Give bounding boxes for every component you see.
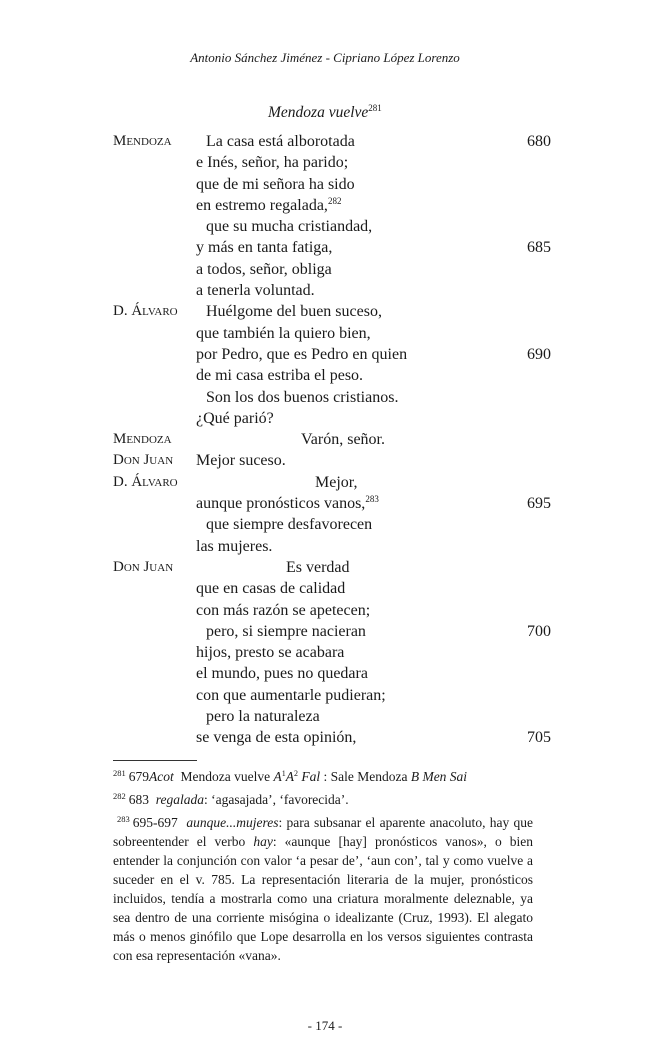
footnote-text: : para subsanar el aparente anacoluto, hay que sobreentender el verbo [113,815,534,849]
footnote-mark: 283 [117,814,130,824]
verse-row [0,365,650,386]
verse-line [286,557,350,578]
verse-row [0,685,650,706]
verse-block [0,131,650,749]
verse-text: e Inés, señor, ha parido; [196,154,349,172]
speaker-name: D. Álvaro [113,303,178,320]
verse-number: 680 [527,133,551,150]
verse-line [196,663,368,684]
verse-number: 705 [527,729,551,747]
verse-text: las mujeres. [196,537,273,555]
verse-row [0,472,650,493]
footnote-variant: : Sale Mendoza [320,769,411,784]
footnote-283 [113,813,533,965]
footnote-acot: Acot [149,769,174,784]
verse-text: por Pedro, que es Pedro en quien [196,345,408,363]
footnote-text: : ‘agasajada’, ‘favorecida’. [204,792,349,807]
verse-text: que también la quiero bien, [196,324,371,342]
footnote-mark: 282 [113,791,126,801]
verse-number: 690 [527,345,551,363]
speaker-name: Don Juan [113,452,174,469]
footnote-ref-verse: 695-697 [132,815,178,830]
verse-number: 695 [527,495,551,513]
verse-line [206,301,382,322]
footnote-lemma: Mendoza vuelve [180,769,271,784]
verse-line [196,174,355,195]
verse-row [0,131,650,152]
verse-text: con más razón se apetecen; [196,601,371,619]
footnote-hay: hay [253,834,273,849]
footnote-ref-verse: 679 [128,769,149,784]
verse-line [206,621,366,642]
verse-text: en estremo regalada, [196,196,328,214]
verse-line [196,685,386,706]
verse-row [0,493,650,514]
verse-text: de mi casa estriba el peso. [196,367,364,385]
verse-line [196,323,371,344]
footnote-mark: 281 [113,768,126,778]
witness-fal: Fal [301,769,321,784]
verse-line [196,578,345,599]
speaker-name: Mendoza [113,431,172,448]
verse-line [196,450,286,471]
verse-line [206,216,372,237]
verse-text: Es verdad [286,558,350,576]
footnote-ref-verse: 683 [128,792,149,807]
verse-line [196,727,356,748]
verse-number: 700 [527,622,551,640]
verse-line [196,280,315,301]
verse-text: Huélgome del buen suceso, [206,303,382,321]
verse-line [196,408,274,429]
footnote-ref: 281 [368,103,382,113]
verse-text: y más en tanta fatiga, [196,239,333,257]
verse-row [0,344,650,365]
verse-row [0,237,650,258]
verse-text: pero la naturaleza [206,708,320,726]
verse-line [301,429,385,450]
stage-direction [268,104,382,122]
verse-number: 685 [527,239,551,257]
verse-line [196,536,272,557]
verse-text: a todos, señor, obliga [196,260,332,278]
footnote-ref: 282 [327,195,342,206]
verse-text: se venga de esta opinión, [196,729,357,747]
verse-row [0,621,650,642]
verse-line [196,600,370,621]
verse-text: pero, si siempre nacieran [206,622,366,640]
verse-text: hijos, presto se acabara [196,644,345,662]
verse-text: Varón, señor. [301,431,385,449]
verse-text: con que aumentarle pudieran; [196,686,386,704]
footnote-lemma: regalada [155,792,204,807]
footnote-281 [113,767,533,786]
verse-text: Son los dos buenos cristianos. [206,388,399,406]
verse-text: La casa está alborotada [206,133,355,150]
verse-row [0,642,650,663]
verse-text: ¿Qué parió? [196,409,274,427]
verse-line [196,259,332,280]
footnote-text-cont: : «aunque [hay] pronósticos vanos», o bien entender la conjunción con valor ‘a pesar de’, ‘aun con’, tal y como vuelve a suceder en el v. 785. La representación literaria de la mujer, pronósticos incluidos, tendía a mostrarla como una criatura moralmente deleznable, ya sea dentro de una corriente misógina o idealizante (Cruz, 1993). El alegato más o menos ginófilo que Lope desarrolla en los versos siguientes contrasta con esa representación «vana». [113,834,533,963]
verse-line [315,472,357,493]
verse-row [0,663,650,684]
stage-direction-text: Mendoza vuelve [268,104,369,121]
verse-row [0,578,650,599]
verse-line [196,237,332,258]
verse-line [196,642,344,663]
verse-row [0,323,650,344]
verse-row [0,387,650,408]
verse-row [0,280,650,301]
speaker-name: Don Juan [113,558,174,575]
footnotes [113,767,533,969]
witness-a2: A [285,769,294,784]
verse-text: Mejor suceso. [196,452,286,470]
footnote-lemma: aunque...mujeres [186,815,279,830]
running-head: Antonio Sánchez Jiménez - Cipriano López Lorenzo [190,50,460,65]
speaker-name: D. Álvaro [113,473,178,490]
verse-line [196,344,407,365]
verse-line [206,514,372,535]
verse-text: que siempre desfavorecen [206,516,373,534]
verse-text: que de mi señora ha sido [196,175,355,193]
verse-row [0,301,650,322]
verse-line [206,387,398,408]
verse-text: el mundo, pues no quedara [196,665,368,683]
witness-a1-sup: 1 [281,769,286,778]
verse-row [0,514,650,535]
speaker-name: Mendoza [113,133,172,149]
verse-text: aunque pronósticos vanos, [196,495,366,513]
verse-row [0,408,650,429]
verse-text: Mejor, [315,473,358,491]
verse-row [0,727,650,748]
verse-row [0,706,650,727]
witness-sigla: B Men Sai [410,769,468,784]
verse-row [0,259,650,280]
verse-line [196,493,379,514]
verse-row [0,557,650,578]
verse-row [0,600,650,621]
verse-row [0,152,650,173]
verse-line [196,365,363,386]
footnote-282 [113,790,533,809]
verse-text: a tenerla voluntad. [196,282,315,300]
verse-row [0,195,650,216]
verse-line [206,706,320,727]
verse-row [0,216,650,237]
footnote-rule [113,760,197,761]
verse-row [0,450,650,471]
verse-row [0,429,650,450]
verse-text: que en casas de calidad [196,580,346,598]
verse-row [0,536,650,557]
page-number: - 174 - [307,1018,343,1033]
verse-line [206,131,355,152]
verse-text: que su mucha cristiandad, [206,218,373,236]
verse-row [0,174,650,195]
verse-line [196,195,341,216]
verse-line [196,152,348,173]
witness-a1: A [273,769,282,784]
footnote-ref: 283 [365,494,379,505]
witness-a2-sup: 2 [293,769,298,778]
